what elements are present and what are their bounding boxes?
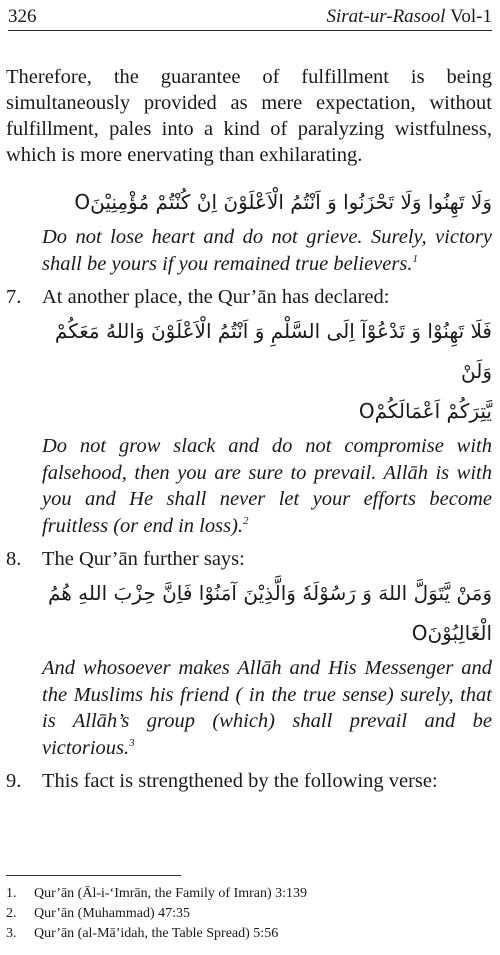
- item-text: The Qur’ān further says:: [42, 548, 245, 570]
- translation-3: And whosoever makes Allāh and His Messenger and the Muslims his friend ( in the true sense) surely, that is Allāh’s group (which) shall prevail and be victorious.$^3$: [42, 657, 492, 759]
- list-item-9: [6, 767, 492, 795]
- footnote-ref-3[interactable]: 3: [129, 736, 135, 749]
- list-item-7: [6, 283, 492, 311]
- footnote-2: 2. Qur’ān (Muhammad) 47:35: [6, 906, 191, 921]
- verse-end-mark: O: [74, 190, 91, 214]
- translation-2: Do not grow slack and do not compromise with falsehood, then you are sure to prevail. Allāh is with you and He shall never let your efforts become fruitless (or end in loss).$^2$: [42, 435, 492, 537]
- footnote-ref-2[interactable]: 2: [243, 514, 249, 527]
- footnotes: [6, 884, 307, 944]
- item-number: 7.: [6, 286, 22, 308]
- footnote-ref-1[interactable]: 1: [412, 252, 418, 265]
- page-number: 326: [8, 6, 37, 27]
- arabic-verse-2: فَلَا تَهِنُوْا وَ تَدْعُوْآ اِلَى السَّلْمِ وَ اَنْتُمُ الْاَعْلَوْنَ وَاللهُ مَعَكُمْ وَلَنْ يَّتِرَكُمْ اَعْمَالَكُمْO: [54, 319, 492, 423]
- translation-1: Do not lose heart and do not grieve. Surely, victory shall be yours if you remained true believers.$^1$: [42, 226, 492, 275]
- volume-label: Vol-1: [450, 6, 492, 27]
- verse-end-mark: O: [358, 399, 375, 423]
- item-text: At another place, the Qur’ān has declared:: [42, 286, 390, 308]
- footnote-1: 1. Qur’ān (Āl-i-‘Imrān, the Family of Imran) 3:139: [6, 886, 308, 901]
- intro-paragraph: Therefore, the guarantee of fulfillment is being simultaneously provided as mere expectation, without fulfillment, pales into a kind of paralyzing wistfulness, which is more enervating than exhilarating.: [6, 66, 492, 166]
- arabic-verse-1: وَلَا تَهِنُوا وَلَا تَحْزَنُوا وَ اَنْتُمُ الْاَعْلَوْنَ اِنْ كُنْتُمْ مُؤْمِنِيْنَO: [74, 190, 492, 214]
- book-title: Sirat-ur-Rasool: [326, 6, 446, 27]
- page-body: [6, 64, 492, 795]
- verse-end-mark: O: [411, 621, 428, 645]
- running-title: [326, 6, 492, 28]
- item-text: This fact is strengthened by the following verse:: [42, 770, 438, 792]
- item-number: 9.: [6, 770, 22, 792]
- running-header: [8, 4, 492, 31]
- footnote-divider: [6, 875, 181, 876]
- arabic-verse-3: وَمَنْ يَّتَوَلَّ اللهَ وَ رَسُوْلَهٗ وَالَّذِيْنَ آمَنُوْا فَاِنَّ حِزْبَ اللهِ هُمُ الْغَالِبُوْنَO: [47, 581, 492, 645]
- list-item-8: [6, 545, 492, 573]
- footnote-3: 3. Qur’ān (al-Mā’idah, the Table Spread) 5:56: [6, 926, 279, 941]
- item-number: 8.: [6, 548, 22, 570]
